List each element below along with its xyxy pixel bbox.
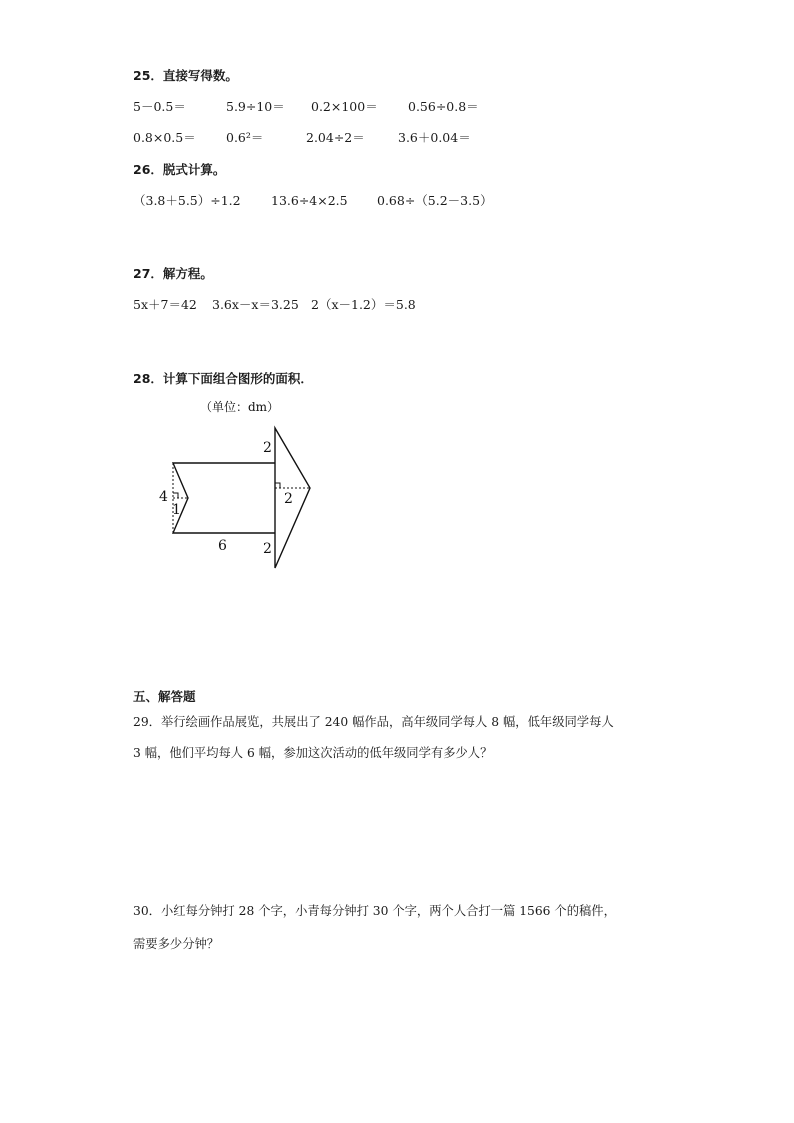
q27-item-1: 5x＋7＝42 <box>133 297 197 312</box>
q25-item-7: 2.04÷2＝ <box>306 130 365 145</box>
figure-label-left-height: 4 <box>159 489 168 505</box>
q25-item-2: 5.9÷10＝ <box>226 99 285 114</box>
figure-left-right-angle-mark <box>173 493 178 498</box>
q25-item-6: 0.6²＝ <box>226 130 264 145</box>
q25-item-3: 0.2×100＝ <box>311 99 378 114</box>
q25-item-5: 0.8×0.5＝ <box>133 130 196 145</box>
q26-title: 26．脱式计算。 <box>133 162 226 177</box>
q26-item-2: 13.6÷4×2.5 <box>271 193 348 208</box>
q29-line-2: 3 幅，他们平均每人 6 幅，参加这次活动的低年级同学有多少人？ <box>133 746 493 760</box>
q27-item-3: 2（x－1.2）＝5.8 <box>311 297 416 312</box>
figure-label-top: 2 <box>263 440 272 456</box>
q28-title: 28．计算下面组合图形的面积． <box>133 371 313 386</box>
q25-item-8: 3.6＋0.04＝ <box>398 130 471 145</box>
figure-triangle-right-angle-mark <box>275 483 280 488</box>
q30-line-2: 需要多少分钟？ <box>133 937 220 951</box>
q27-title: 27．解方程。 <box>133 266 213 281</box>
q26-item-3: 0.68÷（5.2－3.5） <box>377 193 493 208</box>
q25-item-4: 0.56÷0.8＝ <box>408 99 479 114</box>
q29-line-1: 29．举行绘画作品展览，共展出了 240 幅作品，高年级同学每人 8 幅，低年级同学每人 <box>133 715 614 729</box>
section-heading: 五、解答题 <box>133 689 196 704</box>
q25-title: 25．直接写得数。 <box>133 68 238 83</box>
figure-label-bottom: 2 <box>263 541 272 557</box>
figure-label-middle: 2 <box>284 491 293 507</box>
figure-unit-label: （单位：dm） <box>200 400 280 414</box>
q25-item-1: 5－0.5＝ <box>133 99 186 114</box>
composite-figure <box>150 398 330 578</box>
figure-label-notch: 1 <box>172 502 181 518</box>
q30-line-1: 30．小红每分钟打 28 个字，小青每分钟打 30 个字，两个人合打一篇 1566 个的稿件， <box>133 904 616 918</box>
q26-item-1: （3.8＋5.5）÷1.2 <box>133 193 241 208</box>
figure-label-base: 6 <box>218 538 227 554</box>
q27-item-2: 3.6x－x＝3.25 <box>212 297 299 312</box>
figure-notched-rectangle <box>173 463 275 533</box>
